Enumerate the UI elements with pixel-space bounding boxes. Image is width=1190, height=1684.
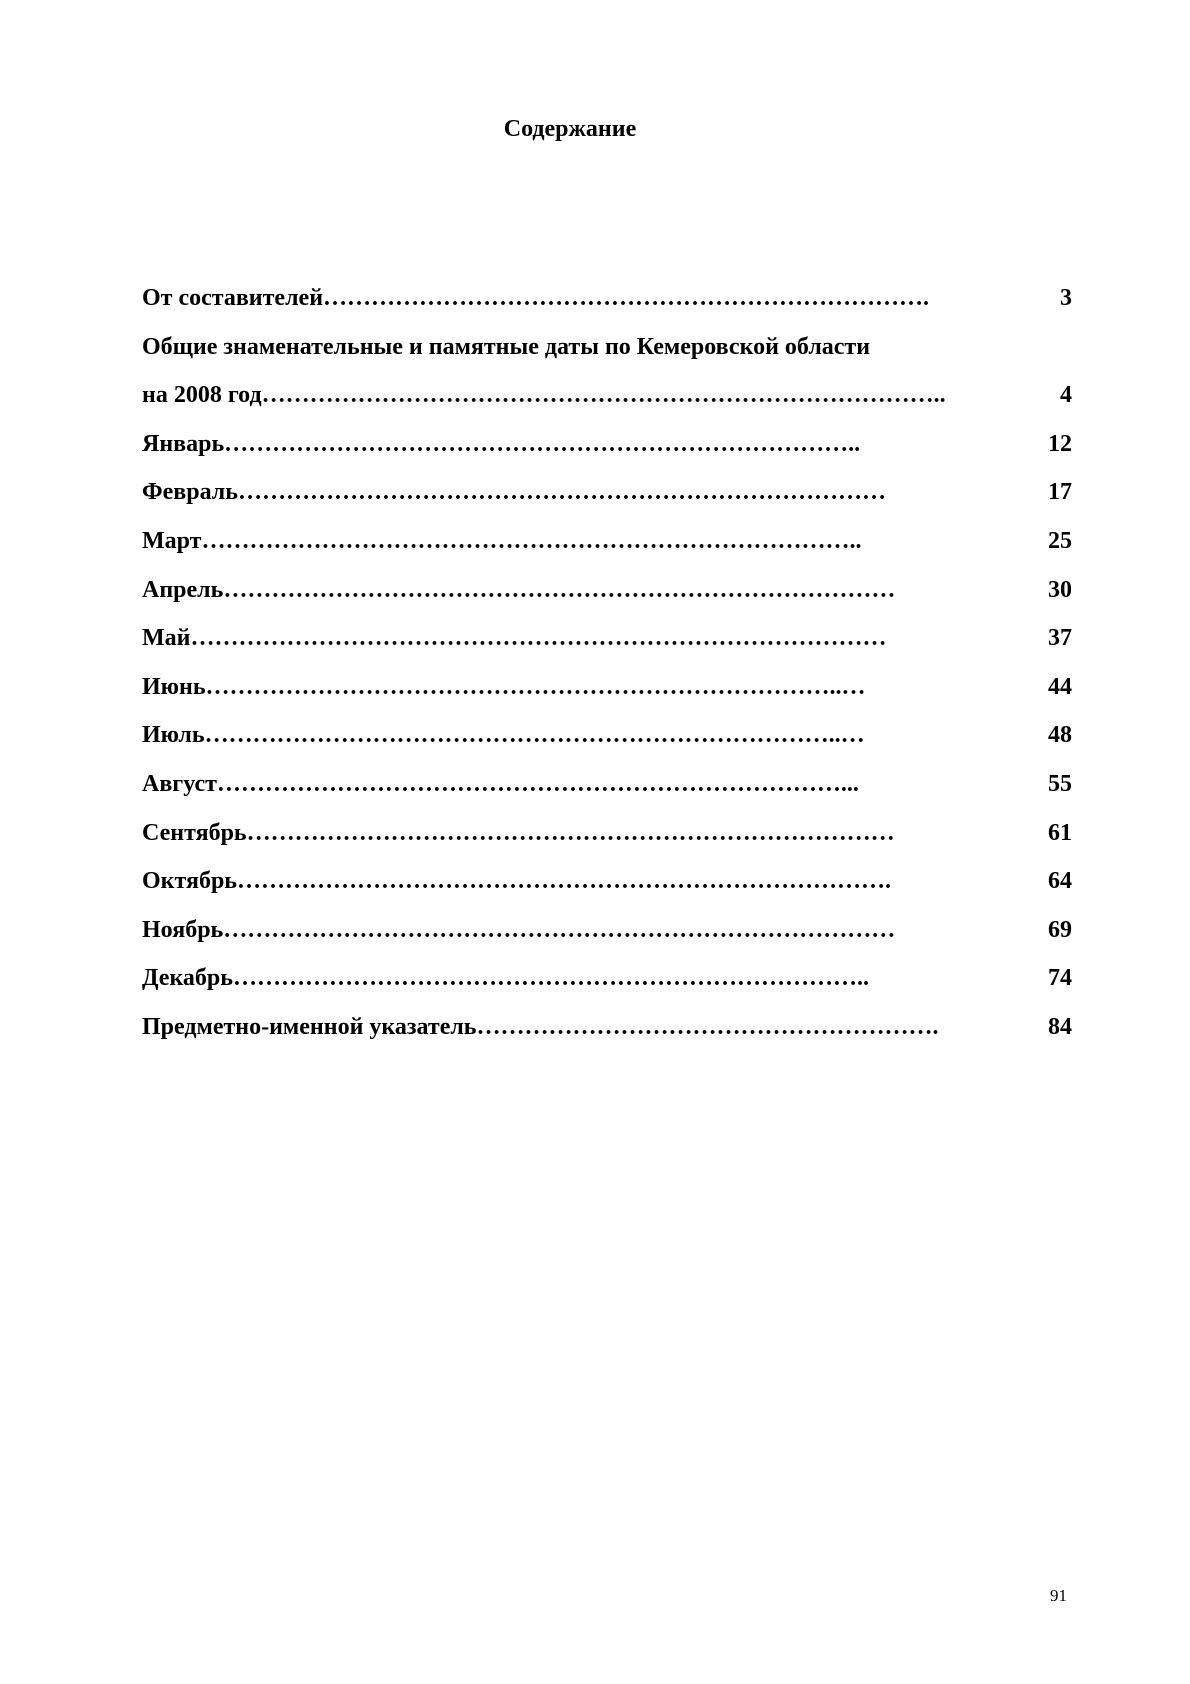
toc-entry-october[interactable] bbox=[142, 866, 1072, 915]
toc-entry-text: Ноябрь bbox=[142, 916, 224, 943]
toc-page-number: 12 bbox=[1048, 430, 1072, 457]
toc-entry-april[interactable] bbox=[142, 575, 1072, 624]
toc-dot-leader: …………………………………………………. bbox=[476, 1013, 939, 1040]
toc-entry-december[interactable] bbox=[142, 963, 1072, 1012]
toc-page-number: 37 bbox=[1048, 625, 1072, 652]
toc-dot-leader: ……………………………………………………………………... bbox=[216, 770, 859, 797]
toc-entry-text: Август bbox=[142, 770, 217, 797]
toc-dot-leader: ………………………………………………………………………… bbox=[223, 576, 896, 603]
toc-page-number: 64 bbox=[1048, 868, 1072, 895]
toc-dot-leader: …………………………………………………………………….. bbox=[224, 430, 861, 457]
toc-entry-text: на 2008 год bbox=[142, 382, 262, 409]
toc-dot-leader: ……………………………………………………………………..… bbox=[205, 673, 866, 700]
toc-entry-text: Июль bbox=[142, 722, 205, 749]
toc-dot-leader: ……………………………………………………………………… bbox=[237, 479, 886, 506]
toc-page-number: 17 bbox=[1048, 479, 1072, 506]
toc-page-number: 61 bbox=[1048, 819, 1072, 846]
toc-page-number: 84 bbox=[1048, 1013, 1072, 1040]
toc-page-number: 3 bbox=[1060, 285, 1072, 311]
toc-entry-subject-name-index[interactable] bbox=[142, 1012, 1072, 1061]
toc-dot-leader: ………………………………………………………………………. bbox=[237, 868, 891, 895]
toc-entry-text: От составителей bbox=[142, 285, 324, 311]
toc-entry-text: Октябрь bbox=[142, 868, 237, 895]
toc-entry-february[interactable] bbox=[142, 477, 1072, 526]
toc-page-number: 25 bbox=[1048, 527, 1072, 554]
toc-entry-july[interactable] bbox=[142, 720, 1072, 769]
toc-entry-text: Март bbox=[142, 527, 202, 554]
toc-entry-text: Предметно-именной указатель bbox=[142, 1013, 477, 1040]
toc-entry-text: Общие знаменательные и памятные даты по Кемеровской области bbox=[142, 333, 871, 360]
toc-entry-text: Май bbox=[142, 625, 191, 652]
toc-entry-november[interactable] bbox=[142, 915, 1072, 964]
toc-dot-leader: ……………………………………………………………………… bbox=[246, 819, 895, 846]
toc-page-number: 4 bbox=[1060, 382, 1072, 409]
toc-page-number: 48 bbox=[1048, 722, 1072, 749]
toc-dot-leader: ………………………………………………………………………….. bbox=[261, 382, 946, 409]
toc-entry-text: Январь bbox=[142, 430, 225, 457]
toc-dot-leader: …………………………………………………………………. bbox=[323, 285, 930, 311]
toc-entry-august[interactable] bbox=[142, 769, 1072, 818]
toc-entry-text: Апрель bbox=[142, 576, 224, 603]
toc-entry-january[interactable] bbox=[142, 429, 1072, 478]
toc-entry-june[interactable] bbox=[142, 672, 1072, 721]
toc-entry-may[interactable] bbox=[142, 623, 1072, 672]
toc-entry-text: Февраль bbox=[142, 479, 238, 506]
toc-entry-text: Июнь bbox=[142, 673, 206, 700]
toc-entry-text: Декабрь bbox=[142, 965, 233, 992]
toc-dot-leader: …………………………………………………………………………… bbox=[190, 625, 887, 652]
table-of-contents bbox=[142, 283, 1072, 1061]
toc-entry-general-dates-line2[interactable] bbox=[142, 380, 1072, 429]
page-title: Содержание bbox=[503, 116, 637, 142]
toc-page-number: 69 bbox=[1048, 916, 1072, 943]
page-number: 91 bbox=[1050, 1586, 1067, 1605]
toc-page-number: 44 bbox=[1048, 673, 1072, 700]
toc-dot-leader: ……………………………………………………………………..… bbox=[204, 722, 865, 749]
toc-entry-march[interactable] bbox=[142, 526, 1072, 575]
toc-entry-september[interactable] bbox=[142, 818, 1072, 867]
toc-page-number: 30 bbox=[1048, 576, 1072, 603]
toc-dot-leader: ………………………………………………………………………… bbox=[223, 916, 896, 943]
toc-page-number: 55 bbox=[1048, 770, 1072, 797]
toc-entry-from-compilers[interactable] bbox=[142, 283, 1072, 332]
toc-page-number: 74 bbox=[1048, 965, 1072, 992]
toc-dot-leader: …………………………………………………………………….. bbox=[232, 965, 869, 992]
toc-entry-text: Сентябрь bbox=[142, 819, 247, 846]
toc-entry-general-dates-line1[interactable] bbox=[142, 332, 1072, 381]
toc-dot-leader: ……………………………………………………………………….. bbox=[201, 527, 862, 554]
